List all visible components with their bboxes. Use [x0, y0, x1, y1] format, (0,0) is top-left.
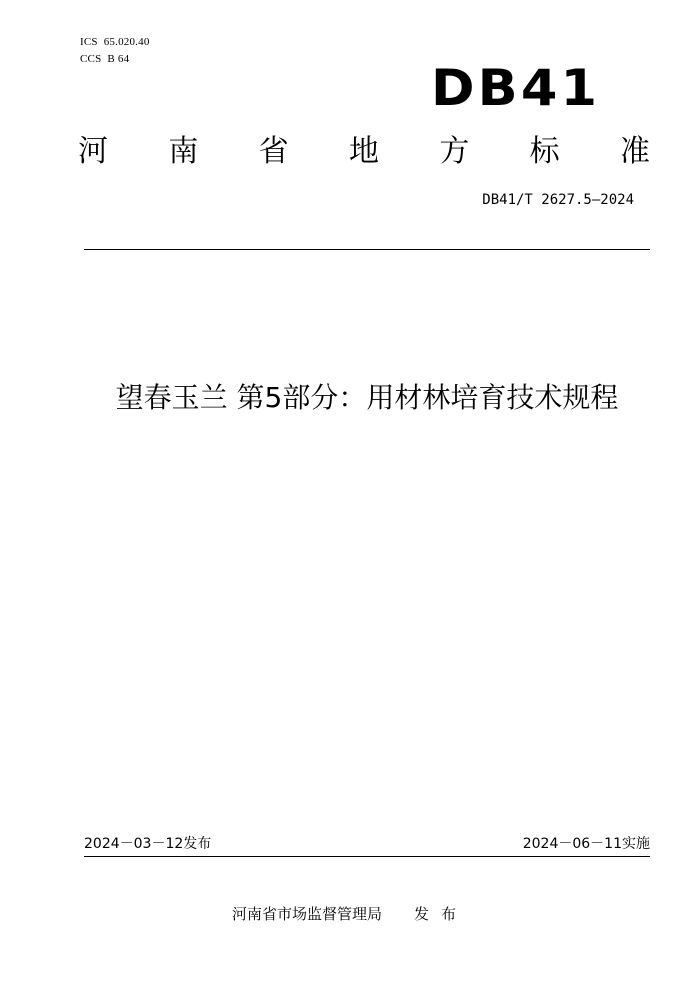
implement-date: 2024－06－11实施 — [522, 836, 650, 852]
ics-row — [80, 34, 156, 51]
ics-label: ICS — [80, 36, 98, 48]
publisher-action: 发布 — [414, 905, 469, 923]
ccs-value: B 64 — [107, 53, 130, 65]
authority-char: 省 — [258, 134, 289, 169]
ccs-label: CCS — [80, 53, 102, 65]
authority-char: 河 — [78, 134, 108, 169]
authority-char: 方 — [439, 134, 470, 169]
top-divider — [84, 249, 650, 250]
authority-char: 地 — [348, 134, 379, 169]
ccs-row — [80, 51, 156, 68]
document-title: 望春玉兰 第5部分：用材林培育技术规程 — [115, 381, 619, 414]
authority-char: 标 — [529, 134, 560, 169]
publisher-line — [0, 904, 700, 924]
publish-date: 2024－03－12发布 — [84, 836, 212, 852]
standard-number: DB41/T 2627.5—2024 — [482, 192, 634, 208]
authority-char: 南 — [168, 134, 199, 169]
date-row — [84, 834, 650, 854]
bottom-divider — [84, 856, 650, 857]
authority-char: 准 — [619, 134, 650, 169]
ics-value: 65.020.40 — [103, 36, 150, 48]
standard-logo: DB41 — [430, 59, 600, 117]
classification-codes — [80, 34, 156, 68]
authority-heading — [78, 132, 650, 172]
publisher-name: 河南省市场监督管理局 — [231, 905, 382, 923]
